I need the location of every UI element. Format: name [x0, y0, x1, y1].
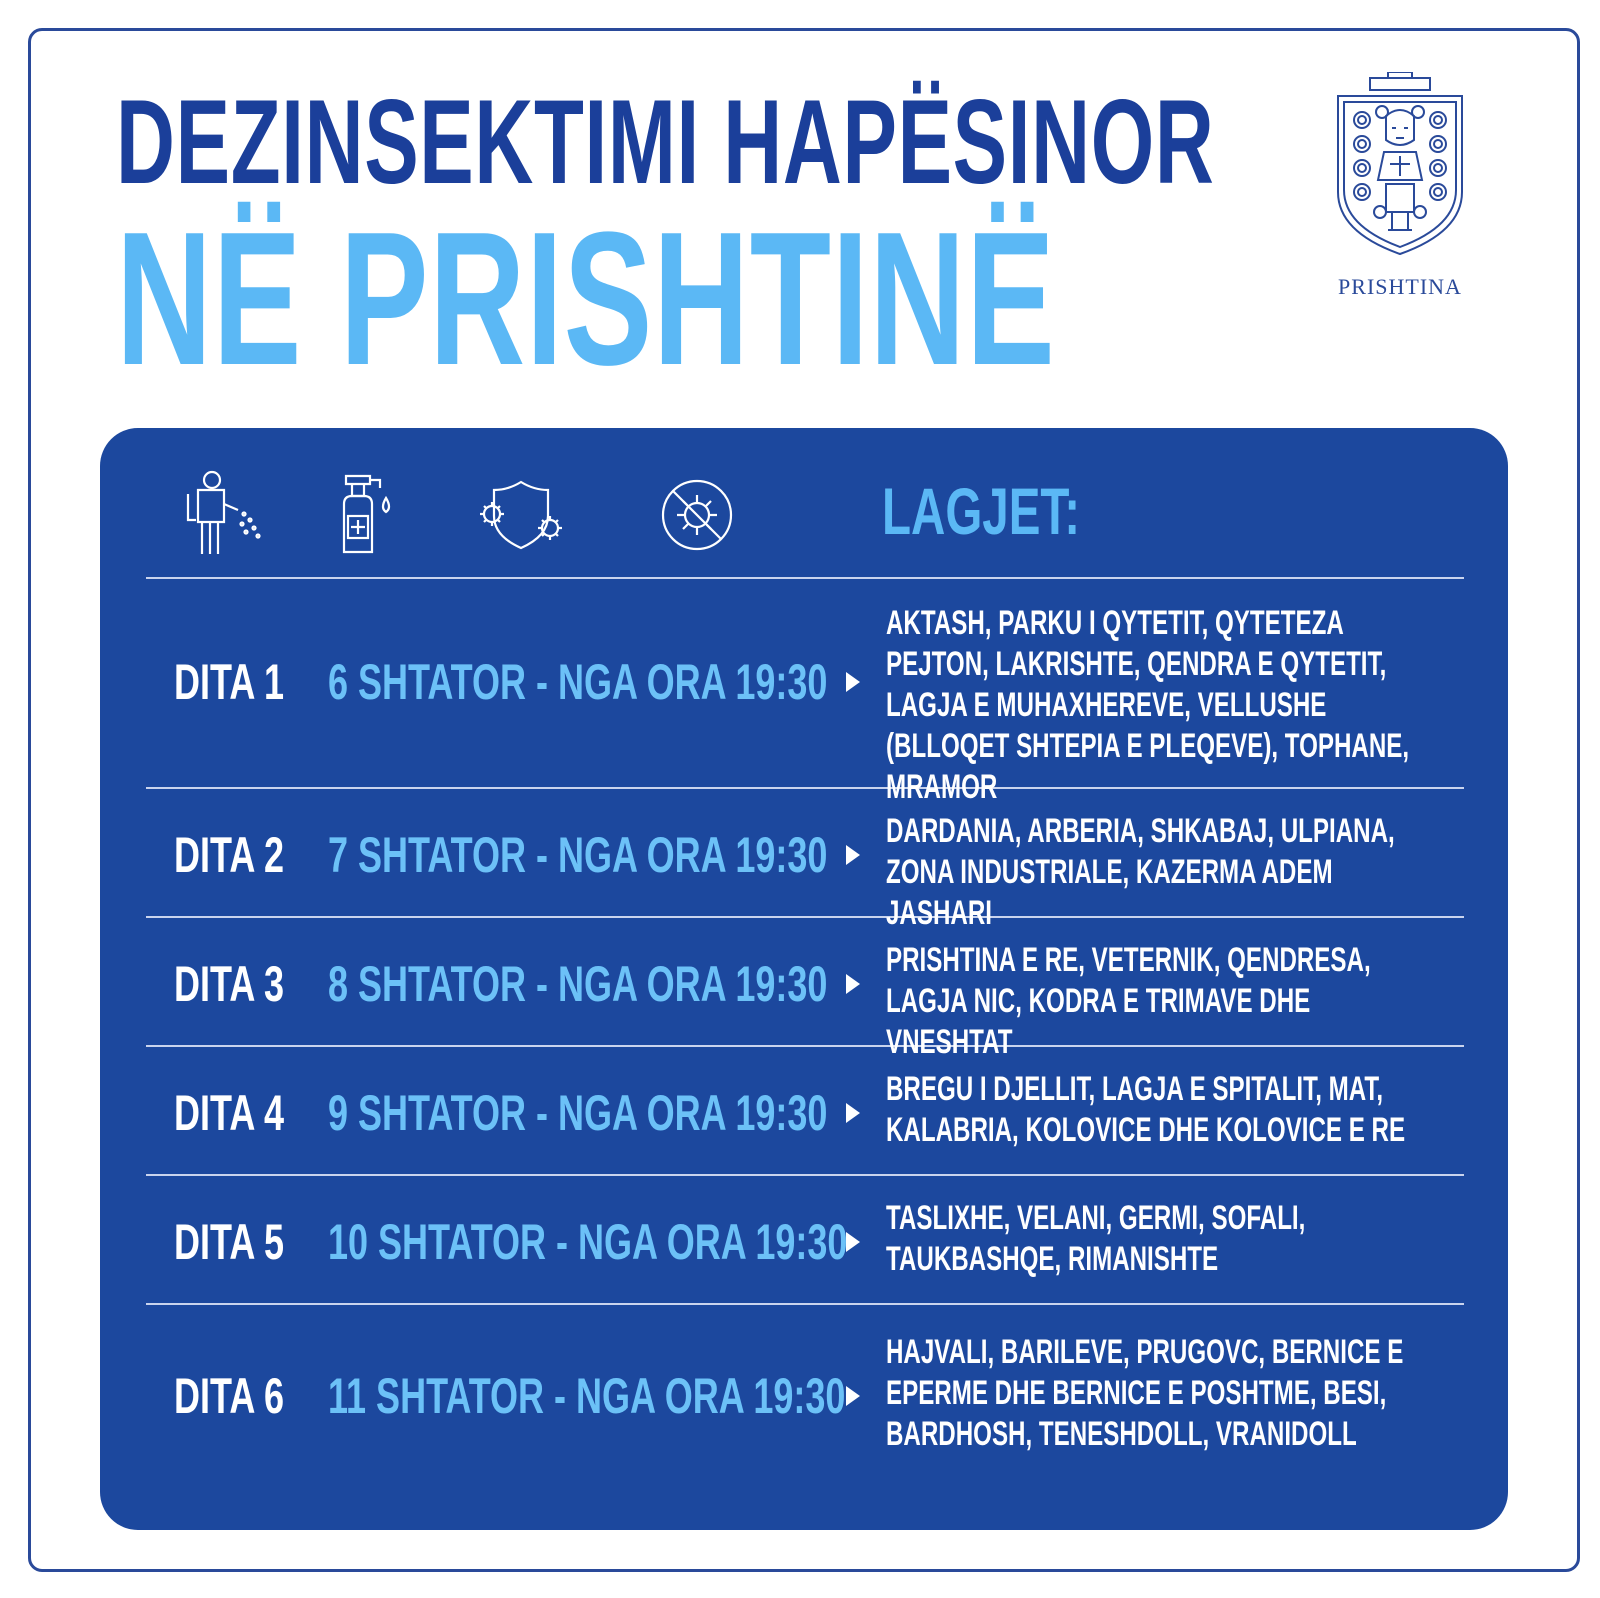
neighborhood-list: BREGU I DJELLIT, LAGJA E SPITALIT, MAT, KALABRIA, KOLOVICE DHE KOLOVICE E RE	[886, 1070, 1406, 1149]
neighborhood-list: PRISHTINA E RE, VETERNIK, QENDRESA, LAGJA NIC, KODRA E TRIMAVE DHE VNESHTAT	[886, 941, 1371, 1061]
arrow-icon	[846, 1103, 860, 1123]
divider	[146, 577, 1464, 579]
coat-of-arms-icon	[1330, 72, 1470, 267]
day-date: 9 SHTATOR - NGA ORA 19:30	[328, 1085, 828, 1141]
logo-text: PRISHTINA	[1338, 274, 1462, 299]
day-label: DITA 4	[174, 1085, 285, 1141]
no-virus-icon	[652, 470, 742, 560]
day-label: DITA 6	[174, 1368, 285, 1424]
sprayer-person-icon	[174, 470, 264, 560]
title-line-1: DEZINSEKTIMI HAPËSINOR	[116, 75, 1215, 209]
arrow-icon	[846, 845, 860, 865]
divider	[146, 1303, 1464, 1305]
prishtina-logo	[1330, 72, 1470, 302]
arrow-icon	[846, 1232, 860, 1252]
day-date: 6 SHTATOR - NGA ORA 19:30	[328, 654, 828, 710]
day-date: 8 SHTATOR - NGA ORA 19:30	[328, 956, 828, 1012]
divider	[146, 1174, 1464, 1176]
neighborhood-list: HAJVALI, BARILEVE, PRUGOVC, BERNICE E EPERME DHE BERNICE E POSHTME, BESI, BARDHOSH, TENESHDOLL, VRANIDOLL	[886, 1333, 1404, 1453]
sanitizer-bottle-icon	[322, 470, 412, 560]
title-line-2: NË PRISHTINË	[116, 193, 1056, 405]
neighborhood-list: DARDANIA, ARBERIA, SHKABAJ, ULPIANA, ZONA INDUSTRIALE, KAZERMA ADEM JASHARI	[886, 812, 1395, 932]
day-label: DITA 2	[174, 827, 285, 883]
neighborhood-list: TASLIXHE, VELANI, GERMI, SOFALI, TAUKBASHQE, RIMANISHTE	[886, 1199, 1306, 1278]
day-label: DITA 5	[174, 1214, 285, 1270]
day-label: DITA 1	[174, 654, 285, 710]
day-label: DITA 3	[174, 956, 285, 1012]
virus-shield-icon	[476, 470, 566, 560]
day-date: 7 SHTATOR - NGA ORA 19:30	[328, 827, 828, 883]
arrow-icon	[846, 672, 860, 692]
neighborhood-list: AKTASH, PARKU I QYTETIT, QYTETEZA PEJTON, LAKRISHTE, QENDRA E QYTETIT, LAGJA E MUHAXHEREVE, VELLUSHE (BLLOQET SHTEPIA E PLEQEVE), TOPHANE, MRAMOR	[886, 604, 1410, 806]
arrow-icon	[846, 1386, 860, 1406]
day-date: 10 SHTATOR - NGA ORA 19:30	[328, 1214, 848, 1270]
arrow-icon	[846, 974, 860, 994]
neighborhoods-label: LAGJET:	[882, 474, 1081, 548]
day-date: 11 SHTATOR - NGA ORA 19:30	[328, 1368, 846, 1424]
